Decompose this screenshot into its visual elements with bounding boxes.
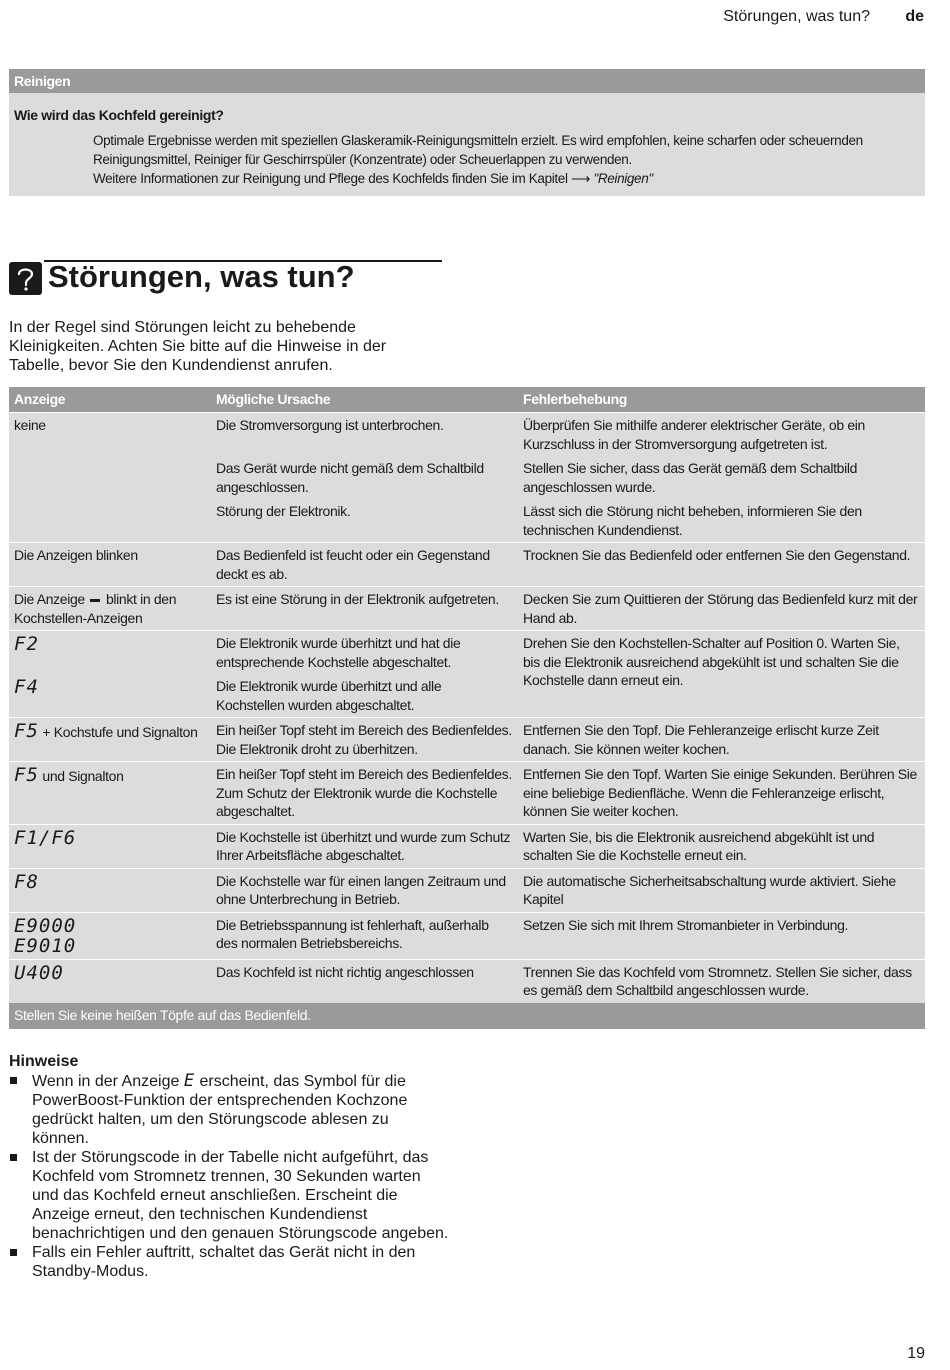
cause-cell: Das Bedienfeld ist feucht oder ein Gegenstand deckt es ab. (211, 543, 518, 587)
list-item: Ist der Störungscode in der Tabelle nicht aufgeführt, das Kochfeld vom Stromnetz trennen, 30 Sekunden warten und das Kochfeld erneut anschließen. Erscheint die Anzeige erneut, den technischen Kundendienst benachrichtigen und den genauen Störungscode angeben. (9, 1148, 449, 1243)
error-code: F8 (14, 870, 39, 893)
table-row (9, 912, 925, 959)
header-language: de (905, 8, 924, 25)
table-row (9, 543, 925, 587)
error-table (9, 387, 925, 1029)
page-header (0, 6, 950, 28)
error-code: E9000 (14, 914, 77, 937)
fix-cell: Überprüfen Sie mithilfe anderer elektrischer Geräte, ob ein Kurzschluss in der Stromversorgung aufgetreten ist. (518, 413, 925, 457)
cleaning-box (9, 69, 925, 196)
notes-list (9, 1071, 449, 1281)
table-row (9, 868, 925, 912)
header-title: Störungen, was tun? (723, 8, 870, 25)
fix-cell: Drehen Sie den Kochstellen-Schalter auf Position 0. Warten Sie, bis die Elektronik ausreichend abgekühlt ist und schalten Sie die Kochstelle dann erneut ein. (518, 631, 925, 718)
table-row (9, 718, 925, 762)
display-text-post: blinkt in den Kochstellen-Anzeigen (14, 591, 177, 626)
display-cell (9, 959, 211, 1003)
cleaning-answer (9, 123, 925, 188)
question-icon (9, 262, 42, 295)
cause-cell: Das Gerät wurde nicht gemäß dem Schaltbild angeschlossen. (211, 456, 518, 499)
list-item (9, 1071, 449, 1148)
table-row (9, 587, 925, 631)
table-header-row (9, 387, 925, 413)
fix-cell: Trocknen Sie das Bedienfeld oder entfernen Sie den Gegenstand. (518, 543, 925, 587)
fix-cell: Die automatische Sicherheitsabschaltung wurde aktiviert. Siehe Kapitel (518, 868, 925, 912)
display-text-pre: Die Anzeige (14, 591, 85, 607)
list-item: Falls ein Fehler auftritt, schaltet das Gerät nicht in den Standby-Modus. (9, 1243, 449, 1281)
fix-cell: Entfernen Sie den Topf. Die Fehleranzeige erlischt kurze Zeit danach. Sie können weiter kochen. (518, 718, 925, 762)
error-code: F5 (14, 720, 39, 742)
display-cell (9, 631, 211, 675)
page-number: 19 (907, 1345, 925, 1362)
cause-cell: Die Stromversorgung ist unterbrochen. (211, 413, 518, 457)
cause-cell: Das Kochfeld ist nicht richtig angeschlossen (211, 959, 518, 1003)
display-cell: keine (9, 413, 211, 543)
cause-cell: Es ist eine Störung in der Elektronik aufgetreten. (211, 587, 518, 631)
dash-segment-icon (90, 599, 100, 602)
display-cell (9, 912, 211, 959)
error-code: F5 (14, 764, 39, 786)
col-header-display: Anzeige (9, 387, 211, 413)
fix-cell: Entfernen Sie den Topf. Warten Sie einige Sekunden. Berühren Sie eine beliebige Bedienfläche. Wenn die Fehleranzeige erlischt, können Sie weiter kochen. (518, 762, 925, 825)
cause-cell: Die Elektronik wurde überhitzt und hat die entsprechende Kochstelle abgeschaltet. (211, 631, 518, 675)
fix-cell: Trennen Sie das Kochfeld vom Stromnetz. Stellen Sie sicher, dass es gemäß dem Schaltbild angeschlossen wurde. (518, 959, 925, 1003)
table-footer-row (9, 1003, 925, 1029)
fix-cell: Warten Sie, bis die Elektronik ausreichend abgekühlt ist und schalten Sie die Kochstelle erneut ein. (518, 824, 925, 868)
fix-cell: Stellen Sie sicher, dass das Gerät gemäß dem Schaltbild angeschlossen wurde. (518, 456, 925, 499)
cause-cell: Ein heißer Topf steht im Bereich des Bedienfeldes. Die Elektronik droht zu überhitzen. (211, 718, 518, 762)
error-code: F1/F6 (14, 826, 77, 849)
notes-section (9, 1052, 449, 1281)
col-header-cause: Mögliche Ursache (211, 387, 518, 413)
cleaning-question: Wie wird das Kochfeld gereinigt? (14, 107, 224, 123)
cause-cell: Die Betriebsspannung ist fehlerhaft, außerhalb des normalen Betriebsbereichs. (211, 912, 518, 959)
fix-cell: Lässt sich die Störung nicht beheben, informieren Sie den technischen Kundendienst. (518, 499, 925, 543)
error-code: E9010 (14, 934, 77, 957)
display-cell (9, 762, 211, 825)
cleaning-reference: "Reinigen" (593, 171, 653, 186)
error-code: F2 (14, 633, 39, 655)
display-suffix: + Kochstufe und Signalton (38, 724, 198, 740)
powerboost-symbol: E (183, 1071, 196, 1091)
display-cell: Die Anzeigen blinken (9, 543, 211, 587)
fix-cell: Decken Sie zum Quittieren der Störung das Bedienfeld kurz mit der Hand ab. (518, 587, 925, 631)
arrow-right-icon: ⟶ (571, 171, 591, 186)
cause-cell: Störung der Elektronik. (211, 499, 518, 543)
cause-cell: Die Kochstelle ist überhitzt und wurde zum Schutz Ihrer Arbeitsfläche abgeschaltet. (211, 824, 518, 868)
table-row (9, 631, 925, 675)
cleaning-answer-2 (93, 169, 915, 188)
note-text: Wenn in der Anzeige (32, 1073, 180, 1090)
cleaning-answer-1: Optimale Ergebnisse werden mit speziellen Glaskeramik-Reinigungsmitteln erzielt. Es wird empfohlen, keine scharfen oder scheuernden Reinigungsmittel, Reiniger für Geschirrspüler (Konzentrate) oder Scheuerlappen zu verwenden. (93, 133, 863, 167)
col-header-fix: Fehlerbehebung (518, 387, 925, 413)
display-cell (9, 718, 211, 762)
table-row (9, 413, 925, 457)
error-code: F4 (14, 676, 39, 698)
fix-cell: Setzen Sie sich mit Ihrem Stromanbieter in Verbindung. (518, 912, 925, 959)
display-cell (9, 824, 211, 868)
display-cell (9, 674, 211, 718)
intro-text: In der Regel sind Störungen leicht zu behebende Kleinigkeiten. Achten Sie bitte auf die Hinweise in der Tabelle, bevor Sie den Kundendienst anrufen. (9, 319, 387, 374)
cause-cell: Ein heißer Topf steht im Bereich des Bedienfeldes. Zum Schutz der Elektronik wurde die Kochstelle abgeschaltet. (211, 762, 518, 825)
notes-title: Hinweise (9, 1053, 79, 1070)
cleaning-section-bar: Reinigen (9, 69, 925, 93)
cause-cell: Die Kochstelle war für einen langen Zeitraum und ohne Unterbrechung in Betrieb. (211, 868, 518, 912)
cleaning-answer-2-text: Weitere Informationen zur Reinigung und Pflege des Kochfelds finden Sie im Kapitel (93, 171, 568, 186)
table-row (9, 824, 925, 868)
display-cell (9, 587, 211, 631)
page-title: Störungen, was tun? (48, 259, 355, 294)
error-code: U400 (14, 961, 64, 984)
note-text: erscheint, das Symbol für die PowerBoost-Funktion der entsprechenden Kochzone gedrückt halten, um den Störungscode ablesen zu können. (32, 1073, 408, 1147)
display-cell (9, 868, 211, 912)
cause-cell: Die Elektronik wurde überhitzt und alle Kochstellen wurden abgeschaltet. (211, 674, 518, 718)
table-row (9, 959, 925, 1003)
table-row (9, 762, 925, 825)
display-suffix: und Signalton (38, 768, 124, 784)
table-footer-note: Stellen Sie keine heißen Töpfe auf das Bedienfeld. (9, 1003, 925, 1029)
